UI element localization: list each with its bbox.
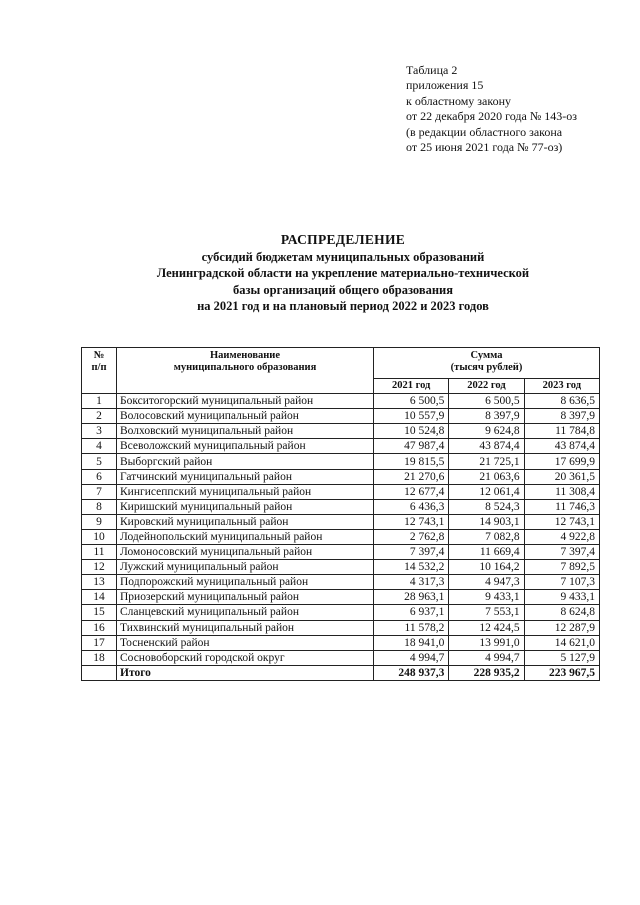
- row-amount-2022: 9 433,1: [449, 590, 524, 605]
- table-row: [82, 424, 600, 439]
- row-amount-2022: 4 994,7: [449, 650, 524, 665]
- row-municipality-name: Бокситогорский муниципальный район: [117, 394, 374, 409]
- row-municipality-name: Кировский муниципальный район: [117, 514, 374, 529]
- note-line: приложения 15: [406, 78, 484, 93]
- row-number: 4: [82, 439, 117, 454]
- row-amount-2023: 17 699,9: [524, 454, 599, 469]
- row-amount-2023: 7 397,4: [524, 545, 599, 560]
- row-municipality-name: Подпорожский муниципальный район: [117, 575, 374, 590]
- row-amount-2023: 14 621,0: [524, 635, 599, 650]
- row-amount-2023: 5 127,9: [524, 650, 599, 665]
- row-amount-2023: 11 784,8: [524, 424, 599, 439]
- table-row: [82, 635, 600, 650]
- row-amount-2022: 14 903,1: [449, 514, 524, 529]
- row-number: 6: [82, 469, 117, 484]
- row-number: 7: [82, 484, 117, 499]
- row-number: 10: [82, 529, 117, 544]
- row-municipality-name: Ломоносовский муниципальный район: [117, 545, 374, 560]
- table-row: [82, 575, 600, 590]
- title-line: на 2021 год и на плановый период 2022 и 2023 годов: [197, 299, 489, 313]
- row-number: 9: [82, 514, 117, 529]
- row-amount-2023: 9 433,1: [524, 590, 599, 605]
- row-amount-2021: 19 815,5: [374, 454, 449, 469]
- row-municipality-name: Киришский муниципальный район: [117, 499, 374, 514]
- row-amount-2021: 47 987,4: [374, 439, 449, 454]
- row-amount-2022: 43 874,4: [449, 439, 524, 454]
- row-number: 18: [82, 650, 117, 665]
- table-total-row: [82, 665, 600, 680]
- note-line: Таблица 2: [406, 63, 458, 77]
- row-amount-2023: 7 107,3: [524, 575, 599, 590]
- row-municipality-name: Волховский муниципальный район: [117, 424, 374, 439]
- row-amount-2021: 2 762,8: [374, 529, 449, 544]
- note-line: (в редакции областного закона: [406, 124, 563, 139]
- row-amount-2023: 20 361,5: [524, 469, 599, 484]
- row-amount-2022: 6 500,5: [449, 394, 524, 409]
- row-amount-2021: 6 937,1: [374, 605, 449, 620]
- row-number: 11: [82, 545, 117, 560]
- header-name-line1: Наименование: [210, 350, 280, 361]
- row-number: 8: [82, 499, 117, 514]
- row-amount-2022: 11 669,4: [449, 545, 524, 560]
- header-year-2023: 2023 год: [524, 379, 599, 394]
- row-number: 12: [82, 560, 117, 575]
- row-amount-2022: 10 164,2: [449, 560, 524, 575]
- row-amount-2021: 6 500,5: [374, 394, 449, 409]
- header-number-line2: п/п: [91, 362, 107, 373]
- row-municipality-name: Лодейнопольский муниципальный район: [117, 529, 374, 544]
- row-amount-2023: 11 308,4: [524, 484, 599, 499]
- row-amount-2022: 7 082,8: [449, 529, 524, 544]
- document-reference-note: [406, 63, 577, 155]
- row-number: 3: [82, 424, 117, 439]
- header-name: [117, 348, 374, 394]
- header-year-2022: 2022 год: [449, 379, 524, 394]
- row-number: 17: [82, 635, 117, 650]
- table-row: [82, 439, 600, 454]
- row-amount-2022: 12 061,4: [449, 484, 524, 499]
- row-municipality-name: Выборгский район: [117, 454, 374, 469]
- table-row: [82, 650, 600, 665]
- row-amount-2021: 7 397,4: [374, 545, 449, 560]
- total-amount-2022: 228 935,2: [449, 665, 524, 680]
- document-title: [80, 232, 606, 315]
- row-amount-2022: 12 424,5: [449, 620, 524, 635]
- header-number-line1: №: [93, 350, 105, 361]
- header-sum: [374, 348, 600, 379]
- table-row: [82, 529, 600, 544]
- row-municipality-name: Тихвинский муниципальный район: [117, 620, 374, 635]
- row-municipality-name: Всеволожский муниципальный район: [117, 439, 374, 454]
- header-year-2021: 2021 год: [374, 379, 449, 394]
- row-amount-2023: 8 397,9: [524, 409, 599, 424]
- row-amount-2022: 7 553,1: [449, 605, 524, 620]
- row-amount-2021: 10 557,9: [374, 409, 449, 424]
- subsidy-distribution-table: [81, 347, 600, 681]
- table-row: [82, 514, 600, 529]
- row-amount-2022: 13 991,0: [449, 635, 524, 650]
- table-row: [82, 484, 600, 499]
- row-number: 15: [82, 605, 117, 620]
- table-row: [82, 469, 600, 484]
- row-amount-2021: 18 941,0: [374, 635, 449, 650]
- row-municipality-name: Сланцевский муниципальный район: [117, 605, 374, 620]
- row-amount-2023: 12 287,9: [524, 620, 599, 635]
- row-number: 13: [82, 575, 117, 590]
- row-amount-2023: 11 746,3: [524, 499, 599, 514]
- total-label: Итого: [117, 665, 374, 680]
- table-row: [82, 394, 600, 409]
- title-line: субсидий бюджетам муниципальных образований: [201, 249, 485, 264]
- row-municipality-name: Гатчинский муниципальный район: [117, 469, 374, 484]
- row-amount-2021: 21 270,6: [374, 469, 449, 484]
- row-amount-2023: 8 624,8: [524, 605, 599, 620]
- row-number: 16: [82, 620, 117, 635]
- row-amount-2021: 28 963,1: [374, 590, 449, 605]
- row-amount-2022: 21 063,6: [449, 469, 524, 484]
- table-row: [82, 409, 600, 424]
- row-amount-2023: 7 892,5: [524, 560, 599, 575]
- row-number: 2: [82, 409, 117, 424]
- note-line: от 22 декабря 2020 года № 143-оз: [406, 109, 578, 124]
- row-amount-2022: 21 725,1: [449, 454, 524, 469]
- row-municipality-name: Волосовский муниципальный район: [117, 409, 374, 424]
- row-number: 5: [82, 454, 117, 469]
- table-row: [82, 499, 600, 514]
- row-municipality-name: Тосненский район: [117, 635, 374, 650]
- table-row: [82, 605, 600, 620]
- row-number: 14: [82, 590, 117, 605]
- row-amount-2022: 4 947,3: [449, 575, 524, 590]
- row-amount-2023: 8 636,5: [524, 394, 599, 409]
- table-row: [82, 560, 600, 575]
- row-amount-2021: 4 994,7: [374, 650, 449, 665]
- row-municipality-name: Сосновоборский городской округ: [117, 650, 374, 665]
- table-row: [82, 620, 600, 635]
- title-line: Ленинградской области на укрепление материально-технической: [156, 266, 530, 280]
- table-body: [82, 394, 600, 681]
- table-row: [82, 454, 600, 469]
- table-header-row: [82, 348, 600, 379]
- row-amount-2021: 10 524,8: [374, 424, 449, 439]
- row-municipality-name: Лужский муниципальный район: [117, 560, 374, 575]
- header-sum-line1: Сумма: [470, 350, 503, 361]
- row-amount-2023: 4 922,8: [524, 529, 599, 544]
- row-amount-2021: 12 677,4: [374, 484, 449, 499]
- row-amount-2023: 12 743,1: [524, 514, 599, 529]
- row-amount-2023: 43 874,4: [524, 439, 599, 454]
- row-amount-2022: 8 397,9: [449, 409, 524, 424]
- header-sum-line2: (тысяч рублей): [450, 362, 523, 373]
- header-number: [82, 348, 117, 394]
- table-row: [82, 545, 600, 560]
- row-amount-2022: 8 524,3: [449, 499, 524, 514]
- title-main: РАСПРЕДЕЛЕНИЕ: [280, 232, 406, 247]
- row-number: 1: [82, 394, 117, 409]
- title-line: базы организаций общего образования: [232, 282, 454, 297]
- table-row: [82, 590, 600, 605]
- total-amount-2021: 248 937,3: [374, 665, 449, 680]
- row-amount-2021: 12 743,1: [374, 514, 449, 529]
- total-amount-2023: 223 967,5: [524, 665, 599, 680]
- note-line: к областному закону: [406, 93, 512, 108]
- row-amount-2022: 9 624,8: [449, 424, 524, 439]
- row-municipality-name: Кингисеппский муниципальный район: [117, 484, 374, 499]
- row-amount-2021: 6 436,3: [374, 499, 449, 514]
- row-amount-2021: 14 532,2: [374, 560, 449, 575]
- row-amount-2021: 4 317,3: [374, 575, 449, 590]
- row-municipality-name: Приозерский муниципальный район: [117, 590, 374, 605]
- row-amount-2021: 11 578,2: [374, 620, 449, 635]
- header-name-line2: муниципального образования: [173, 362, 317, 373]
- note-line: от 25 июня 2021 года № 77-оз): [406, 140, 563, 155]
- total-number-cell: [82, 665, 117, 680]
